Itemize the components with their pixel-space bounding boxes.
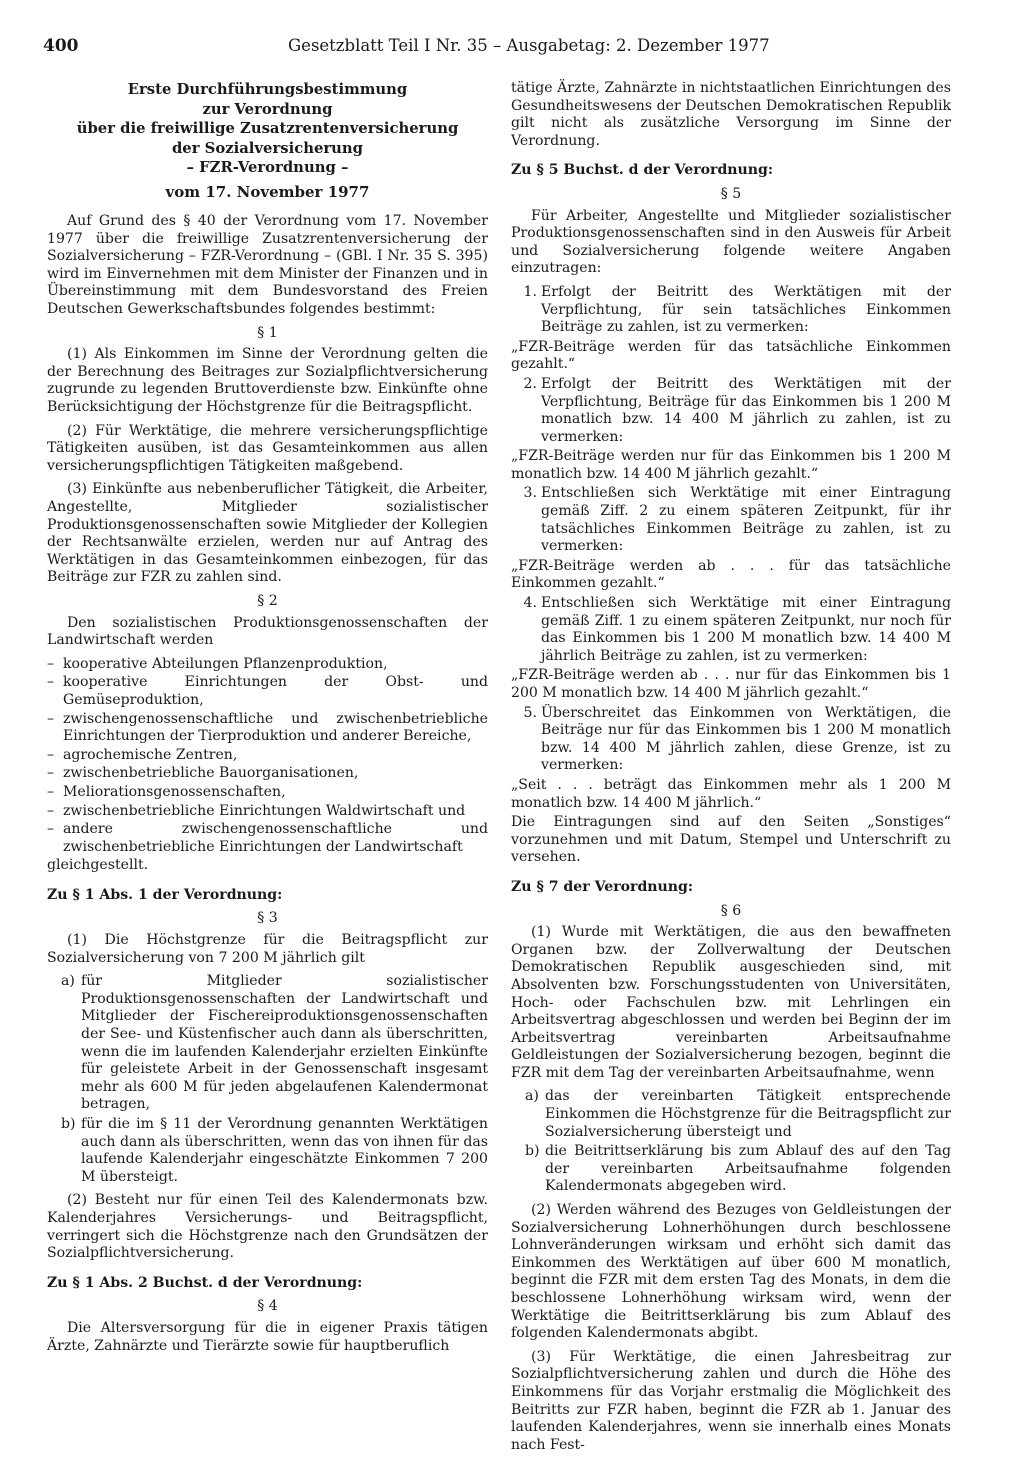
regulation-title (47, 80, 488, 178)
paragraph: Den sozialistischen Produktionsgenossenschaften der Landwirtschaft werden (47, 614, 488, 649)
right-column (511, 80, 951, 1460)
regulation-date: vom 17. November 1977 (165, 182, 370, 201)
quote: „FZR-Beiträge werden nur für das Einkommen bis 1 200 M monatlich bzw. 14 400 M jährlich gezahlt.“ (511, 448, 951, 482)
list-item: – kooperative Einrichtungen der Obst- und Gemüseproduktion, (47, 674, 488, 708)
section-heading: § 2 (257, 592, 278, 609)
paragraph: Die Altersversorgung für die in eigener Praxis tätigen Ärzte, Zahnärzte und Tierärzte sowie für hauptberuflich (47, 1319, 488, 1354)
section-heading: § 4 (257, 1298, 278, 1315)
paragraph: (3) Einkünfte aus nebenberuflicher Tätigkeit, die Arbeiter, Angestellte, Mitglieder sozialistischer Produktionsgenossenschaften sowie Mitglieder der Kollegien der Rechtsanwälte erzielen, werden nur auf Antrag des Werktätigen in das Gesamteinkommen einbezogen, für das Beiträge zur FZR zu zahlen sind. (47, 481, 488, 586)
list-item: – andere zwischengenossenschaftliche und zwischenbetriebliche Einrichtungen der Landwirtschaft (47, 821, 488, 855)
quote: „FZR-Beiträge werden ab . . . nur für das Einkommen bis 1 200 M monatlich bzw. 14 400 M jährlich gezahlt.“ (511, 667, 951, 701)
paragraph: (3) Für Werktätige, die einen Jahresbeitrag zur Sozialpflichtversicherung zahlen und durch die Höhe des Einkommens für das Vorjahr erstmalig die Möglichkeit des Beitritts zur FZR haben, beginnt die FZR ab 1. Januar des laufenden Kalenderjahres, wenn sie innerhalb eines Monats nach Fest- (511, 1348, 951, 1453)
section-heading: § 3 (257, 910, 278, 927)
list-item: – kooperative Abteilungen Pflanzenproduktion, (47, 655, 388, 672)
paragraph: (1) Die Höchstgrenze für die Beitragspflicht zur Sozialversicherung von 7 200 M jährlich gilt (47, 932, 488, 966)
list-item: 1. Erfolgt der Beitritt des Werktätigen mit der Verpflichtung, für sein tatsächliches Einkommen Beiträge zu zahlen, ist zu vermerken: (523, 283, 951, 336)
list-item: 4. Entschließen sich Werktätige mit einer Eintragung gemäß Ziff. 1 zu einem späteren Zeitpunkt, nur noch für das Einkommen bis 1 200 M monatlich bzw. 14 400 M jährlich Beiträge zu zahlen, ist zu vermerken: (523, 595, 951, 664)
list-item: – Meliorationsgenossenschaften, (47, 783, 286, 800)
paragraph: (2) Werden während des Bezuges von Geldleistungen der Sozialversicherung Lohnerhöhungen durch beschlossene Lohnveränderungen wirksam und erhöht sich damit das Einkommen des Werktätigen auf über 600 M monatlich, beginnt die FZR mit dem ersten Tag des Monats, in dem die beschlossene Lohnerhöhung wirksam wird, wenn der Werktätige die Beitrittserklärung bis zum Ablauf des folgenden Kalendermonats abgibt. (511, 1202, 951, 1342)
paragraph: (2) Besteht nur für einen Teil des Kalendermonats bzw. Kalenderjahres Versicherungs- und Beitragspflicht, verringert sich die Höchstgrenze nach den Grundsätzen der Sozialpflichtversicherung. (47, 1192, 488, 1262)
subheading: Zu § 1 Abs. 2 Buchst. d der Verordnung: (47, 1274, 363, 1291)
list-item: – agrochemische Zentren, (47, 746, 238, 763)
dash-list (47, 656, 488, 857)
title-line: – FZR-Verordnung – (186, 159, 349, 176)
numbered-list (511, 284, 951, 812)
section-heading: § 6 (720, 902, 742, 919)
page-number: 400 (43, 36, 79, 56)
lettered-item: b) für die im § 11 der Verordnung genannten Werktätigen auch dann als überschritten, wenn das von ihnen für das laufende Kalenderjahr eingeschätzte Einkommen 7 200 M übersteigt. (61, 1116, 488, 1185)
lettered-item: a) für Mitglieder sozialistischer Produktionsgenossenschaften der Landwirtschaft und Mitglieder der Fischereiproduktionsgenossenschaften der See- und Küstenfischer auch dann als überschritten, wenn die im laufenden Kalenderjahr erzielten Einkünfte für geleistete Arbeit in der Genossenschaft insgesamt mehr als 600 M für jeden abgelaufenen Kalendermonat betragen, (61, 973, 488, 1113)
lettered-item: b) die Beitrittserklärung bis zum Ablauf des auf den Tag der vereinbarten Arbeitsaufnahme folgenden Kalendermonats abgegeben wird. (525, 1143, 951, 1195)
preamble: Auf Grund des § 40 der Verordnung vom 17. November 1977 über die freiwillige Zusatzrentenversicherung der Sozialversicherung – FZR-Verordnung – (GBl. I Nr. 35 S. 395) wird im Einvernehmen mit dem Minister der Finanzen und in Übereinstimmung mit dem Bundesvorstand des Freien Deutschen Gewerkschaftsbundes folgendes bestimmt: (47, 213, 488, 318)
paragraph: Für Arbeiter, Angestellte und Mitglieder sozialistischer Produktionsgenossenschaften sind in den Ausweis für Arbeit und Sozialversicherung folgende weitere Angaben einzutragen: (511, 207, 951, 277)
list-item: 3. Entschließen sich Werktätige mit einer Eintragung gemäß Ziff. 2 zu einem späteren Zeitpunkt, für ihr tatsächliches Einkommen Beiträge zu zahlen, ist zu vermerken: (523, 485, 951, 555)
paragraph: (1) Wurde mit Werktätigen, die aus den bewaffneten Organen bzw. der Zollverwaltung der Deutschen Demokratischen Republik ausgeschieden sind, mit Absolventen bzw. Forschungsstudenten von Universitäten, Hoch- oder Fachschulen bzw. mit Lehrlingen ein Arbeitsvertrag abgeschlossen und werden bei Beginn der im Arbeitsvertrag vereinbarten Arbeitsaufnahme Geldleistungen der Sozialversicherung bezogen, beginnt die FZR mit dem Tag der vereinbarten Arbeitsaufnahme, wenn (511, 924, 951, 1081)
list-item: 2. Erfolgt der Beitritt des Werktätigen mit der Verpflichtung, Beiträge für das Einkommen bis 1 200 M monatlich bzw. 14 400 M jährlich zu zahlen, ist zu vermerken: (523, 375, 951, 445)
list-item: – zwischenbetriebliche Bauorganisationen, (47, 765, 359, 782)
quote: „Seit . . . beträgt das Einkommen mehr als 1 200 M monatlich bzw. 14 400 M jährlich.“ (511, 776, 951, 811)
paragraph: (2) Für Werktätige, die mehrere versicherungspflichtige Tätigkeiten ausüben, ist das Gesamteinkommen aus allen versicherungspflichtigen Tätigkeiten maßgebend. (47, 422, 488, 474)
running-head: Gesetzblatt Teil I Nr. 35 – Ausgabetag: 2. Dezember 1977 (288, 36, 770, 55)
paragraph: Die Eintragungen sind auf den Seiten „Sonstiges“ vorzunehmen und mit Datum, Stempel und Unterschrift zu versehen. (511, 814, 951, 866)
paragraph: tätige Ärzte, Zahnärzte in nichtstaatlichen Einrichtungen des Gesundheitswesens der Deutschen Demokratischen Republik gilt nicht als zusätzliche Versorgung im Sinne der Verordnung. (511, 80, 951, 149)
paragraph: (1) Als Einkommen im Sinne der Verordnung gelten die der Berechnung des Beitrages zur Sozialpflichtversicherung zugrunde zu legenden Bruttoverdienste bzw. Einkünfte ohne Berücksichtigung der Höchstgrenze für die Beitragspflicht. (47, 346, 488, 416)
paragraph: gleichgestellt. (47, 857, 149, 874)
lettered-item: a) das der vereinbarten Tätigkeit entsprechende Einkommen die Höchstgrenze für die Beitragspflicht zur Sozialversicherung übersteigt und (525, 1088, 951, 1140)
list-item: – zwischengenossenschaftliche und zwischenbetriebliche Einrichtungen der Tierproduktion und anderer Bereiche, (47, 710, 488, 745)
section-heading: § 5 (720, 185, 742, 202)
title-line: über die freiwillige Zusatzrentenversicherung (76, 120, 459, 137)
quote: „FZR-Beiträge werden für das tatsächliche Einkommen gezahlt.“ (511, 338, 951, 373)
title-line: zur Verordnung (202, 100, 333, 118)
title-line: Erste Durchführungsbestimmung (127, 81, 408, 98)
list-item: – zwischenbetriebliche Einrichtungen Waldwirtschaft und (47, 802, 466, 819)
title-line: der Sozialversicherung (171, 139, 364, 157)
subheading: Zu § 5 Buchst. d der Verordnung: (511, 162, 774, 179)
subheading: Zu § 1 Abs. 1 der Verordnung: (47, 886, 283, 903)
section-heading: § 1 (257, 324, 278, 341)
quote: „FZR-Beiträge werden ab . . . für das tatsächliche Einkommen gezahlt.“ (511, 557, 951, 592)
left-column (47, 80, 488, 1361)
list-item: 5. Überschreitet das Einkommen von Werktätigen, die Beiträge nur für das Einkommen bis 1 200 M monatlich bzw. 14 400 M jährlich zahlen, diese Grenze, ist zu vermerken: (523, 704, 951, 774)
subheading: Zu § 7 der Verordnung: (511, 878, 694, 895)
